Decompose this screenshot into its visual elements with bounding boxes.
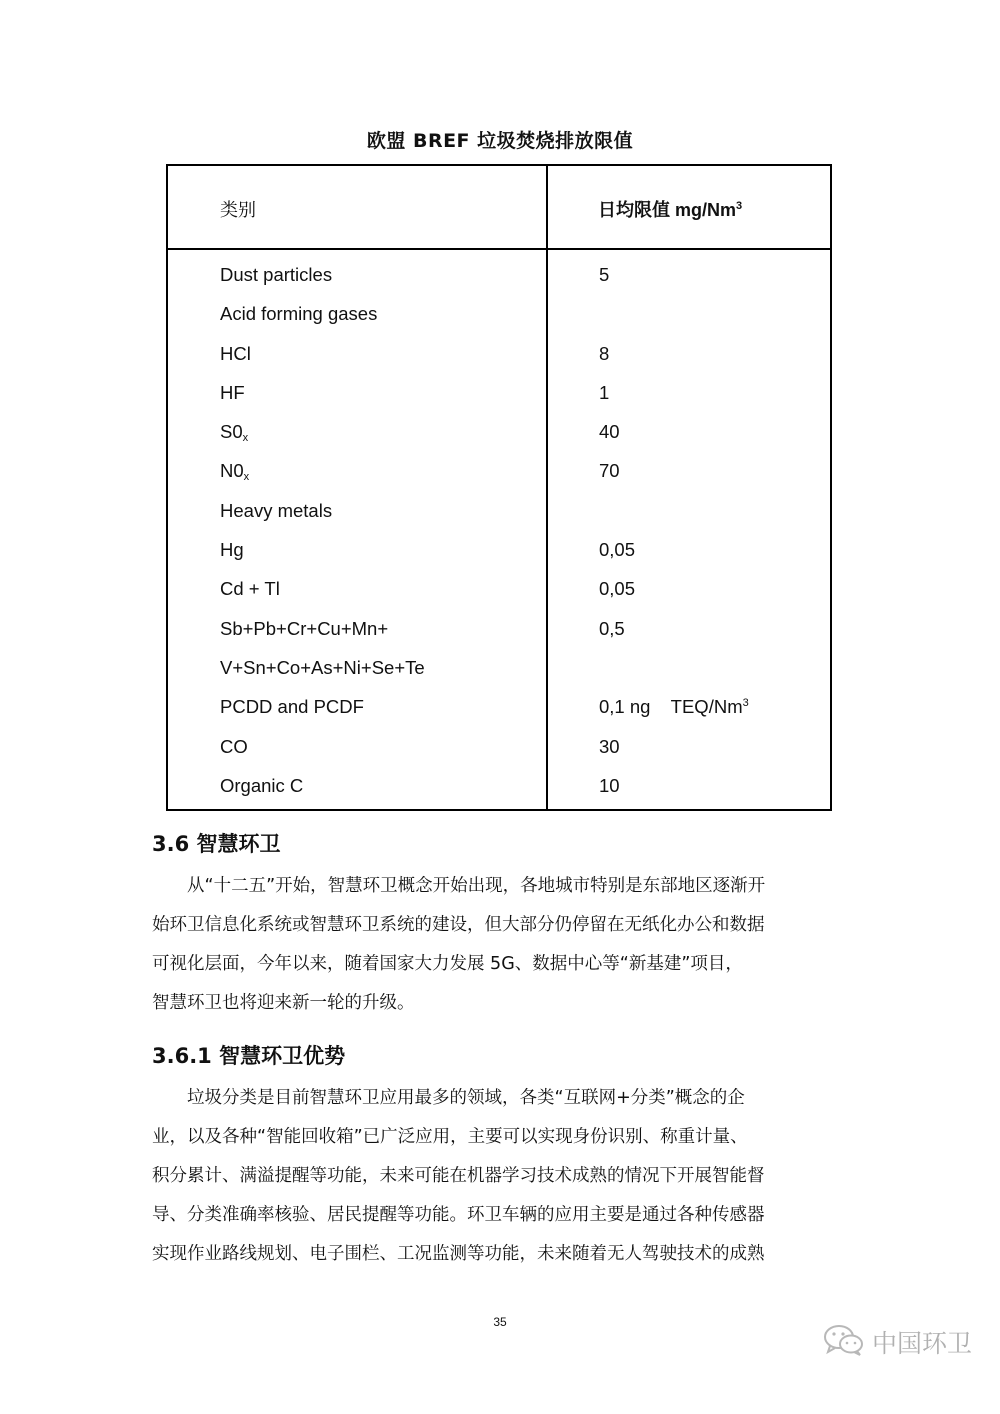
row-limit-text: 1 bbox=[599, 381, 610, 403]
row-category-text: V+Sn+Co+As+Ni+Se+Te bbox=[220, 656, 425, 678]
row-category bbox=[220, 382, 245, 404]
row-category-text: HCl bbox=[220, 342, 251, 364]
row-category bbox=[220, 578, 280, 600]
row-category-text: Sb+Pb+Cr+Cu+Mn+ bbox=[220, 617, 389, 639]
row-category bbox=[220, 421, 248, 444]
header-limit-superscript: 3 bbox=[736, 200, 743, 212]
row-category-text: Heavy metals bbox=[220, 499, 333, 521]
emission-limits-table bbox=[166, 164, 832, 811]
row-category-subscript: x bbox=[243, 471, 250, 484]
row-limit-value bbox=[599, 578, 635, 600]
row-limit-value bbox=[599, 736, 620, 758]
row-limit-value bbox=[599, 264, 609, 286]
paragraph-line: 业，以及各种“智能回收箱”已广泛应用，主要可以实现身份识别、称重计量、 bbox=[152, 1127, 748, 1147]
row-category-text: N0 bbox=[220, 460, 244, 482]
row-category bbox=[220, 343, 251, 365]
table-row bbox=[168, 651, 830, 690]
row-limit-text: 30 bbox=[599, 735, 620, 757]
row-limit-value bbox=[599, 775, 620, 797]
row-limit-text: 5 bbox=[599, 264, 610, 285]
paragraph-line: 可视化层面，今年以来，随着国家大力发展 5G、数据中心等“新基建”项目， bbox=[152, 954, 743, 974]
table-row bbox=[168, 337, 830, 376]
table-row bbox=[168, 572, 830, 611]
paragraph-line: 垃圾分类是目前智慧环卫应用最多的领域，各类“互联网+分类”概念的企 bbox=[187, 1088, 745, 1108]
table-row bbox=[168, 297, 830, 336]
row-limit-text: 8 bbox=[599, 342, 610, 364]
row-category-text: Dust particles bbox=[220, 264, 333, 285]
table-row bbox=[168, 258, 830, 297]
table-row bbox=[168, 769, 830, 808]
row-limit-text: 10 bbox=[599, 774, 620, 796]
header-limit-text: 日均限值 mg/Nm bbox=[598, 200, 737, 220]
row-limit-value bbox=[599, 618, 625, 640]
row-category bbox=[220, 736, 248, 758]
row-category-subscript: x bbox=[242, 432, 249, 445]
table-row bbox=[168, 690, 830, 729]
section-3-6-paragraph bbox=[152, 867, 852, 1023]
paragraph-line: 始环卫信息化系统或智慧环卫系统的建设，但大部分仍停留在无纸化办公和数据 bbox=[152, 915, 765, 935]
table-row bbox=[168, 494, 830, 533]
row-category-text: HF bbox=[220, 381, 245, 403]
table-row bbox=[168, 533, 830, 572]
row-category bbox=[220, 500, 332, 522]
table-body bbox=[168, 258, 830, 808]
watermark bbox=[822, 1322, 972, 1362]
row-category-text: Hg bbox=[220, 539, 244, 561]
table-row bbox=[168, 376, 830, 415]
row-category-text: Organic C bbox=[220, 774, 304, 796]
row-category-text: Acid forming gases bbox=[220, 303, 378, 325]
row-category bbox=[220, 460, 249, 483]
row-category bbox=[220, 775, 303, 797]
row-category bbox=[220, 264, 332, 286]
row-limit-value bbox=[599, 696, 749, 718]
paragraph-line: 实现作业路线规划、电子围栏、工况监测等功能，未来随着无人驾驶技术的成熟 bbox=[152, 1244, 765, 1264]
row-category-text: PCDD and PCDF bbox=[220, 696, 364, 718]
paragraph-line: 从“十二五”开始，智慧环卫概念开始出现，各地城市特别是东部地区逐渐开 bbox=[187, 876, 766, 896]
row-limit-text: 40 bbox=[599, 421, 620, 443]
row-limit-text: 0,05 bbox=[599, 539, 636, 561]
page-number: 35 bbox=[493, 1315, 507, 1329]
header-daily-limit bbox=[598, 196, 742, 222]
row-limit-value bbox=[599, 539, 635, 561]
paragraph-line: 智慧环卫也将迎来新一轮的升级。 bbox=[152, 993, 415, 1013]
row-category bbox=[220, 303, 377, 325]
table-row bbox=[168, 730, 830, 769]
row-limit-text: 0,5 bbox=[599, 617, 625, 639]
row-limit-text: 70 bbox=[599, 460, 620, 482]
row-limit-value bbox=[599, 382, 609, 404]
row-category bbox=[220, 539, 244, 561]
row-limit-superscript: 3 bbox=[742, 697, 749, 710]
row-limit-value bbox=[599, 460, 620, 482]
watermark-text: 中国环卫 bbox=[872, 1329, 973, 1358]
row-limit-value bbox=[599, 421, 620, 443]
table-row bbox=[168, 415, 830, 454]
row-limit-text: 0,05 bbox=[599, 578, 636, 600]
row-category-text: Cd + Tl bbox=[220, 578, 280, 600]
row-limit-text: 0,1 ng TEQ/Nm bbox=[599, 696, 743, 718]
row-category-text: S0 bbox=[220, 421, 243, 443]
table-row bbox=[168, 454, 830, 493]
section-3-6-1-paragraph bbox=[152, 1079, 852, 1274]
header-divider bbox=[168, 248, 830, 250]
section-heading-3-6: 3.6 智慧环卫 bbox=[152, 832, 281, 856]
table-title: 欧盟 BREF 垃圾焚烧排放限值 bbox=[366, 130, 634, 152]
row-category bbox=[220, 657, 425, 679]
section-heading-3-6-1: 3.6.1 智慧环卫优势 bbox=[152, 1044, 346, 1068]
row-limit-value bbox=[599, 343, 609, 365]
table-row bbox=[168, 612, 830, 651]
wechat-icon bbox=[822, 1322, 866, 1362]
header-category: 类别 bbox=[220, 200, 256, 220]
row-category bbox=[220, 696, 364, 718]
paragraph-line: 导、分类准确率核验、居民提醒等功能。环卫车辆的应用主要是通过各种传感器 bbox=[152, 1205, 765, 1225]
paragraph-line: 积分累计、满溢提醒等功能，未来可能在机器学习技术成熟的情况下开展智能督 bbox=[152, 1166, 765, 1186]
row-category-text: CO bbox=[220, 735, 248, 757]
row-category bbox=[220, 618, 388, 640]
